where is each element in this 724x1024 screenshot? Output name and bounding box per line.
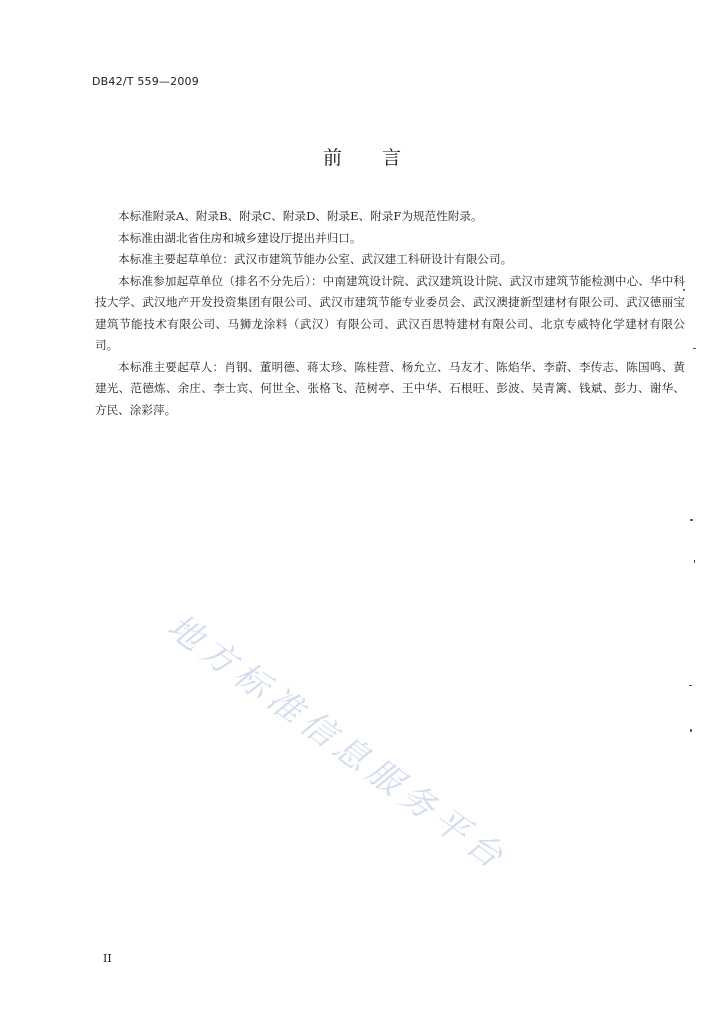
document-number: DB42/T 559—2009 xyxy=(92,75,199,88)
scan-speck xyxy=(689,685,692,686)
page-title-char-1: 前 xyxy=(322,147,342,169)
page-number: II xyxy=(103,952,112,965)
watermark-text: 地方标准信息服务平台 xyxy=(159,606,515,880)
paragraph-main-drafting-units: 本标准主要起草单位：武汉市建筑节能办公室、武汉建工科研设计有限公司。 xyxy=(118,252,513,266)
page-title xyxy=(0,143,724,170)
paragraph-normative-appendices: 本标准附录A、附录B、附录C、附录D、附录E、附录F为规范性附录。 xyxy=(118,209,483,223)
paragraph-proposer: 本标准由湖北省住房和城乡建设厅提出并归口。 xyxy=(118,230,362,245)
scan-speck xyxy=(694,560,695,563)
page-title-char-2: 言 xyxy=(382,147,402,169)
scan-speck xyxy=(683,289,685,291)
paragraph-main-drafters: 本标准主要起草人：肖钢、董明德、蒋太珍、陈桂营、杨允立、马友才、陈焰华、李蔚、李传志、陈国鸣、黄建光、范德炼、余庄、李士宾、何世全、张格飞、范树亭、王中华、石根旺、彭波、吴青篱、钱斌、彭力、谢华、方民、涂彩萍。 xyxy=(95,359,685,417)
paragraph-participating-units: 本标准参加起草单位（排名不分先后）：中南建筑设计院、武汉建筑设计院、武汉市建筑节能检测中心、华中科技大学、武汉地产开发投资集团有限公司、武汉市建筑节能专业委员会、武汉澳捷新型建材有限公司、武汉德丽宝建筑节能技术有限公司、马狮龙涂料（武汉）有限公司、武汉百思特建材有限公司、北京专威特化学建材有限公司。 xyxy=(95,273,685,352)
scan-speck xyxy=(693,348,696,349)
scan-speck xyxy=(690,729,692,732)
scan-speck xyxy=(690,519,693,521)
foreword-body xyxy=(95,206,685,421)
